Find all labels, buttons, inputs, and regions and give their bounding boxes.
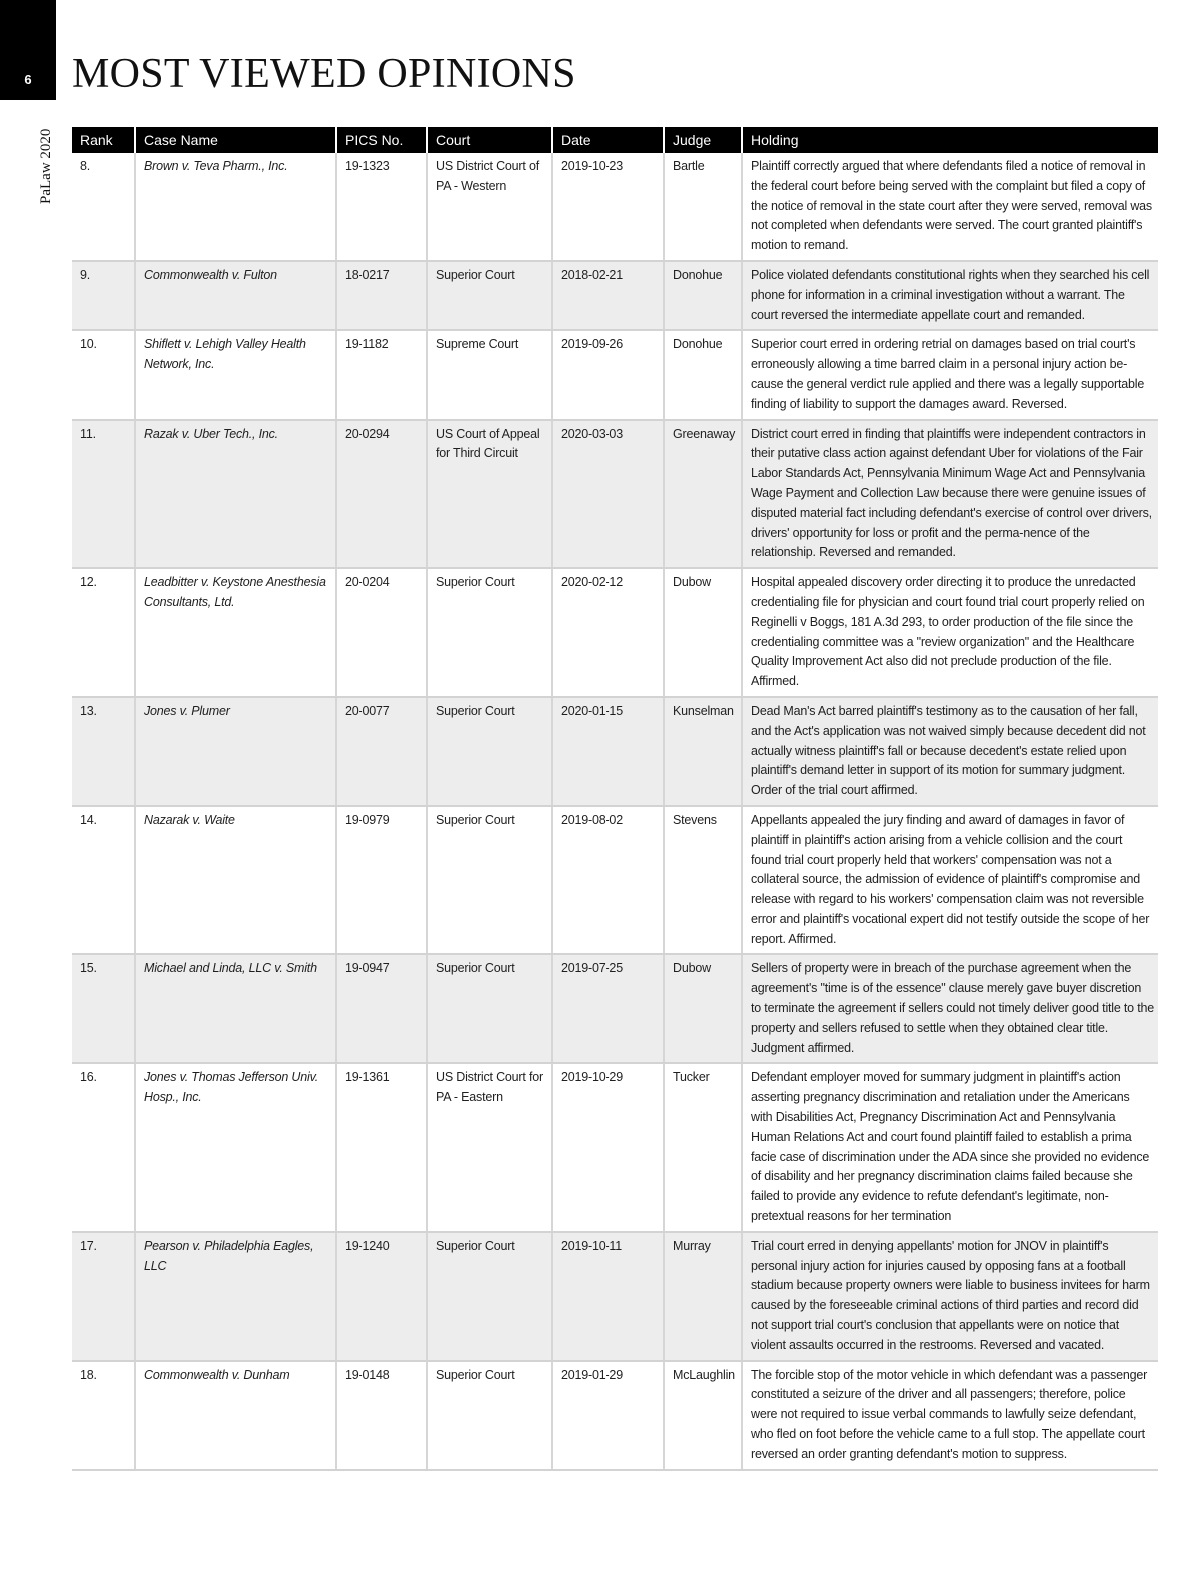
holding-cell: Hospital appealed discovery order directing it to produce the unredacted credentialing file for physician and court found trial court properly relied on Reginelli v Boggs, 181 A.3d 293, to order production of the file since the credentialing committee was a "review organization" and the Healthcare Quality Improvement Act also did not preclude production of the file. Affirmed. [742,568,1158,697]
court-cell: Superior Court [427,954,552,1063]
holding-cell: Dead Man's Act barred plaintiff's testimony as to the causation of her fall, and the Act's application was not waived simply because decedent did not actually witness plaintiff's fall or because decedent's estate relied upon plaintiff's demand letter in support of its motion for summary judgment. Order of the trial court affirmed. [742,697,1158,806]
pics-number-cell: 19-1240 [336,1232,427,1361]
case-name-cell: Commonwealth v. Fulton [135,261,336,330]
table-row [72,697,1158,806]
date-cell: 2018-02-21 [552,261,664,330]
rank-cell: 13. [72,697,135,806]
rank-cell: 12. [72,568,135,697]
opinions-table [72,127,1158,1471]
judge-cell: Bartle [664,153,742,261]
table-header-row [72,127,1158,153]
holding-cell: Police violated defendants constitutional rights when they searched his cell phone for information in a criminal investigation without a warrant. The court reversed the intermediate appellate court and remanded. [742,261,1158,330]
court-cell: US Court of Appeal for Third Circuit [427,420,552,569]
case-name-cell: Commonwealth v. Dunham [135,1361,336,1470]
publication-label: PaLaw 2020 [38,128,54,204]
table-row [72,954,1158,1063]
date-cell: 2020-02-12 [552,568,664,697]
pics-number-cell: 19-1361 [336,1063,427,1231]
pics-number-cell: 19-0979 [336,806,427,955]
table-row [72,330,1158,419]
pics-number-cell: 19-0148 [336,1361,427,1470]
court-cell: Superior Court [427,1232,552,1361]
holding-cell: The forcible stop of the motor vehicle in which defendant was a passenger constituted a seizure of the driver and all passengers; therefore, police were not required to issue verbal commands to lawfully seize defendant, who fled on foot before the vehicle came to a full stop. The appellate court reversed an order granting defendant's motion to suppress. [742,1361,1158,1470]
rank-cell: 14. [72,806,135,955]
page-number: 6 [24,72,32,87]
judge-cell: Donohue [664,261,742,330]
case-name-cell: Jones v. Thomas Jefferson Univ. Hosp., Inc. [135,1063,336,1231]
court-cell: Superior Court [427,568,552,697]
judge-cell: Greenaway [664,420,742,569]
case-name-cell: Michael and Linda, LLC v. Smith [135,954,336,1063]
column-header-date: Date [552,127,664,153]
pics-number-cell: 18-0217 [336,261,427,330]
rank-cell: 8. [72,153,135,261]
holding-cell: Plaintiff correctly argued that where defendants filed a notice of removal in the federal court before being served with the complaint but filed a copy of the notice of removal in the state court after they were served, removal was not completed when defendants were served. The court granted plaintiff's motion to remand. [742,153,1158,261]
case-name-cell: Nazarak v. Waite [135,806,336,955]
table-row [72,806,1158,955]
judge-cell: Tucker [664,1063,742,1231]
judge-cell: McLaughlin [664,1361,742,1470]
pics-number-cell: 20-0204 [336,568,427,697]
date-cell: 2019-10-11 [552,1232,664,1361]
column-header-holding: Holding [742,127,1158,153]
column-header-court: Court [427,127,552,153]
case-name-cell: Razak v. Uber Tech., Inc. [135,420,336,569]
judge-cell: Stevens [664,806,742,955]
holding-cell: Sellers of property were in breach of the purchase agreement when the agreement's "time is of the essence" clause merely gave buyer discretion to terminate the agreement if sellers could not timely deliver good title to the property and sellers refused to settle when they obtained clear title. Judgment affirmed. [742,954,1158,1063]
holding-cell: Trial court erred in denying appellants' motion for JNOV in plaintiff's personal injury action for injuries caused by opposing fans at a football stadium because property owners were liable to business invitees for harm caused by the foreseeable criminal actions of third parties and record did not support trial court's conclusion that appellants were on notice that violent assaults occurred in the restrooms. Reversed and vacated. [742,1232,1158,1361]
rank-cell: 10. [72,330,135,419]
date-cell: 2020-03-03 [552,420,664,569]
court-cell: US District Court for PA - Eastern [427,1063,552,1231]
date-cell: 2019-07-25 [552,954,664,1063]
date-cell: 2019-01-29 [552,1361,664,1470]
column-header-judge: Judge [664,127,742,153]
date-cell: 2019-10-23 [552,153,664,261]
judge-cell: Murray [664,1232,742,1361]
judge-cell: Kunselman [664,697,742,806]
holding-cell: Appellants appealed the jury finding and award of damages in favor of plaintiff in plaintiff's action arising from a vehicle collision and the court found trial court properly held that workers' compensation was not a collateral source, the admission of evidence of plaintiff's compromise and release with regard to his workers' compensation claim was not reversible error and plaintiff's vocational expert did not testify outside the scope of her report. Affirmed. [742,806,1158,955]
column-header-rank: Rank [72,127,135,153]
date-cell: 2019-08-02 [552,806,664,955]
date-cell: 2019-10-29 [552,1063,664,1231]
rank-cell: 15. [72,954,135,1063]
court-cell: Superior Court [427,697,552,806]
page-number-tab [0,0,56,100]
table-row [72,420,1158,569]
rank-cell: 17. [72,1232,135,1361]
court-cell: Superior Court [427,1361,552,1470]
case-name-cell: Pearson v. Philadelphia Eagles, LLC [135,1232,336,1361]
rank-cell: 11. [72,420,135,569]
pics-number-cell: 20-0294 [336,420,427,569]
court-cell: Supreme Court [427,330,552,419]
table-row [72,1063,1158,1231]
page-title: MOST VIEWED OPINIONS [72,51,576,97]
case-name-cell: Brown v. Teva Pharm., Inc. [135,153,336,261]
court-cell: US District Court of PA - Western [427,153,552,261]
pics-number-cell: 20-0077 [336,697,427,806]
column-header-pics-no: PICS No. [336,127,427,153]
table-row [72,1361,1158,1470]
rank-cell: 9. [72,261,135,330]
date-cell: 2020-01-15 [552,697,664,806]
holding-cell: Defendant employer moved for summary judgment in plaintiff's action asserting pregnancy discrimination and retaliation under the Americans with Disabilities Act, Pregnancy Discrimination Act and Pennsylvania Human Relations Act and court found plaintiff failed to establish a prima facie case of discrimination under the ADA since she provided no evidence of disability and her pregnancy discrimination claims failed because she failed to provide any evidence to refute defendant's legitimate, non-pretextual reasons for her termination [742,1063,1158,1231]
table-body [72,153,1158,1470]
court-cell: Superior Court [427,261,552,330]
table-row [72,153,1158,261]
table-row [72,261,1158,330]
pics-number-cell: 19-1323 [336,153,427,261]
case-name-cell: Jones v. Plumer [135,697,336,806]
table-row [72,568,1158,697]
rank-cell: 18. [72,1361,135,1470]
table-row [72,1232,1158,1361]
pics-number-cell: 19-1182 [336,330,427,419]
pics-number-cell: 19-0947 [336,954,427,1063]
holding-cell: District court erred in finding that plaintiffs were independent contractors in their putative class action against defendant Uber for violations of the Fair Labor Standards Act, Pennsylvania Minimum Wage Act and Pennsylvania Wage Payment and Collection Law because there were genuine issues of disputed material fact including defendant's exercise of control over drivers, drivers' opportunity for loss or profit and the perma-nence of the relationship. Reversed and remanded. [742,420,1158,569]
date-cell: 2019-09-26 [552,330,664,419]
rank-cell: 16. [72,1063,135,1231]
case-name-cell: Leadbitter v. Keystone Anesthesia Consultants, Ltd. [135,568,336,697]
column-header-case-name: Case Name [135,127,336,153]
case-name-cell: Shiflett v. Lehigh Valley Health Network, Inc. [135,330,336,419]
judge-cell: Donohue [664,330,742,419]
judge-cell: Dubow [664,568,742,697]
judge-cell: Dubow [664,954,742,1063]
court-cell: Superior Court [427,806,552,955]
holding-cell: Superior court erred in ordering retrial on damages based on trial court's erroneously allowing a time barred claim in a personal injury action be-cause the general verdict rule applied and there was a legally supportable finding of liability to support the damages award. Reversed. [742,330,1158,419]
